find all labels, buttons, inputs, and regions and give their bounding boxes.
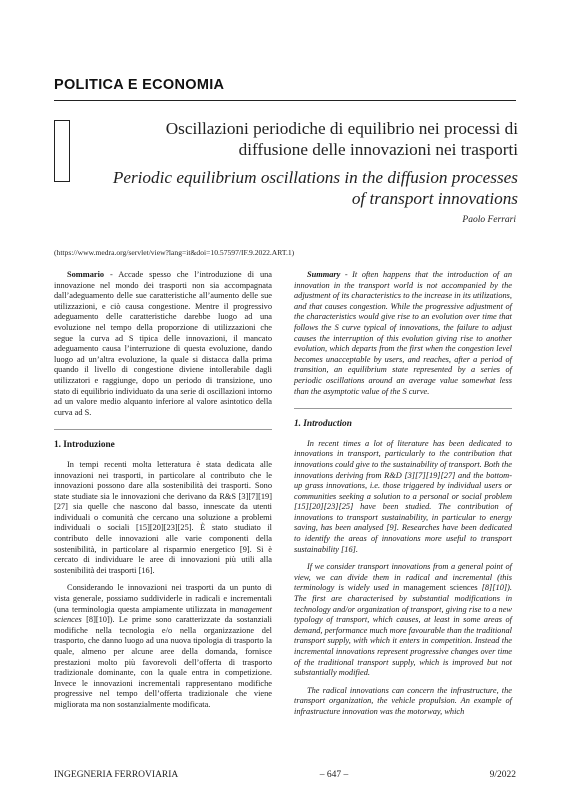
section-label: POLITICA E ECONOMIA <box>54 77 225 93</box>
paragraph-text: [8][10]). The first are characterised by substantial modifications in technology and/or organization of transport, giving rise to a new typology of transport, which causes, at least in some areas of demand, performance much more favourable than the traditional transport supply, with which it enters in competition. Instead the incremental innovations represent progressive changes over time of the traditional transport supply, which is improved but not substantially modified. <box>294 583 512 678</box>
emphasis: management sciences <box>403 583 478 593</box>
paragraph: The radical innovations can concern the infrastructure, the transport organization, the vehicle propulsion. An example of infrastructure innovation was the motorway, which <box>294 685 512 716</box>
paragraph: In recent times a lot of literature has been dedicated to innovations in transport, particularly to the contribution that innovations could give to the sustainability of transport. Both the innovations deriving from R&D [3][7][19][27] and the bottom-up grass innovations, i.e. those triggered by individual users or communities seeking a solution to a personal or social problem [15][20][23][25] have been studied. The contribution of innovations to transport sustainability, in particular to energy saving, has been analysed [9]. Researches have been dedicated to identify the areas of innovations more useful to transport sustainability [16]. <box>294 438 512 554</box>
author: Paolo Ferrari <box>462 215 516 225</box>
title-italian: Oscillazioni periodiche di equilibrio nei processi di diffusione delle innovazioni nei trasporti <box>165 119 518 159</box>
paragraph: In tempi recenti molta letteratura è stata dedicata alle innovazioni nei trasporti, in particolare al contributo che le innovazioni possono dare alla sostenibilità dei trasporti. Sono state studiate sia le innovazioni che derivano da R&S [3][7][19][27] sia quelle che nascono dal basso, innescate da utenti individuali o comunità che cercano una soluzione a problemi individuali o sociali [15][20][23][25]. È stato studiato il contributo delle innovazioni alle varie componenti della sostenibilità, in particolare al risparmio energetico [9]. Si è cercato di individuare le aree di innovazioni più utili alla sostenibilità dei trasporti [16]. <box>54 459 272 575</box>
column-english <box>294 270 512 718</box>
issue-number: 9/2022 <box>489 770 516 780</box>
abstract-lead: Summary <box>307 270 341 279</box>
doi-link[interactable]: (https://www.medra.org/servlet/view?lang=it&doi=10.57597/IF.9.2022.ART.1) <box>54 248 295 257</box>
abstract-lead: Sommario <box>67 270 105 279</box>
section-heading: 1. Introduzione <box>54 440 115 451</box>
abstract-divider <box>294 408 512 409</box>
section-heading: 1. Introduction <box>294 419 352 430</box>
title-english: Periodic equilibrium oscillations in the diffusion processes of transport innovations <box>112 168 518 208</box>
header-rule <box>54 100 516 101</box>
abstract-english <box>294 270 512 397</box>
paragraph-text: [8][10]). Le prime sono caratterizzate da sostanziali modifiche nella tecnologia e/o nella organizzazione del trasporto, che danno luogo ad una nuova tipologia di trasporto la quale, almeno per alcune aree della domanda, fornisce prestazioni molto più favorevoli dell’offerta di trasporto tradizionale dominante, con la quale entra in competizione. Invece le innovazioni incrementali rappresentano modifiche progressive nel tempo dell’offerta tradizionale che viene migliorata ma non sostanzialmente modificata. <box>54 615 272 709</box>
column-italian <box>54 270 272 711</box>
journal-name: INGEGNERIA FERROVIARIA <box>54 770 179 780</box>
abstract-italian <box>54 270 272 418</box>
page-number: – 647 – <box>319 770 349 780</box>
paragraph-text: Considerando le innovazioni nei trasporti da un punto di vista generale, possiamo suddividerle in radicali e incrementali (una terminologia questa ampiamente utilizzata in <box>54 583 272 614</box>
abstract-text: - Accade spesso che l’introduzione di una innovazione nel mondo dei trasporti non sia accompagnata dall’adeguamento delle sue caratteristiche all’aumento delle sue utilizzazioni, e ciò causa congestione. Mentre il progressivo adeguamento delle caratteristiche darebbe luogo ad una evoluzione nel tempo della proporzione di utilizzazioni che segue la curva ad S tipica delle innovazioni, il mancato adeguamento causa l’interruzione di questa evoluzione, dando luogo ad un’altra evoluzione, la quale si distacca dalla prima quando il livello di congestione diviene intollerabile dagli utilizzatori e raggiunge, dopo un periodo di transizione, uno stato di equilibrio individuato da una serie di oscillazioni intorno ad un valore medio alquanto inferiore al valore asintotico della curva ad S. <box>54 270 272 417</box>
emphasis: management sciences <box>54 604 272 625</box>
abstract-text: - It often happens that the introduction of an innovation in the transport world is not accompanied by the adjustment of its characteristics to the increase in its utilizations, and that causes congestion. While the progressive adjustment of the characteristics would give rise to an evolution over time that follows the S curve typical of innovations, the failure to adjust causes the interruption of this evolution giving rise to another evolution, which departs from the first when the congestion level becomes unacceptable by users, and reaches, after a period of transition, an equilibrium state represented by a series of periodic oscillations around an average value somewhat less than the asymptotic value of the S curve. <box>294 270 512 396</box>
abstract-divider <box>54 429 272 430</box>
paragraph <box>294 562 512 679</box>
paragraph-text: If we consider transport innovations from a general point of view, we can divide them in radical and incremental (this terminology is widely used in <box>294 562 512 593</box>
paragraph <box>54 583 272 710</box>
decorative-frame <box>54 120 70 182</box>
page-footer <box>54 770 516 780</box>
